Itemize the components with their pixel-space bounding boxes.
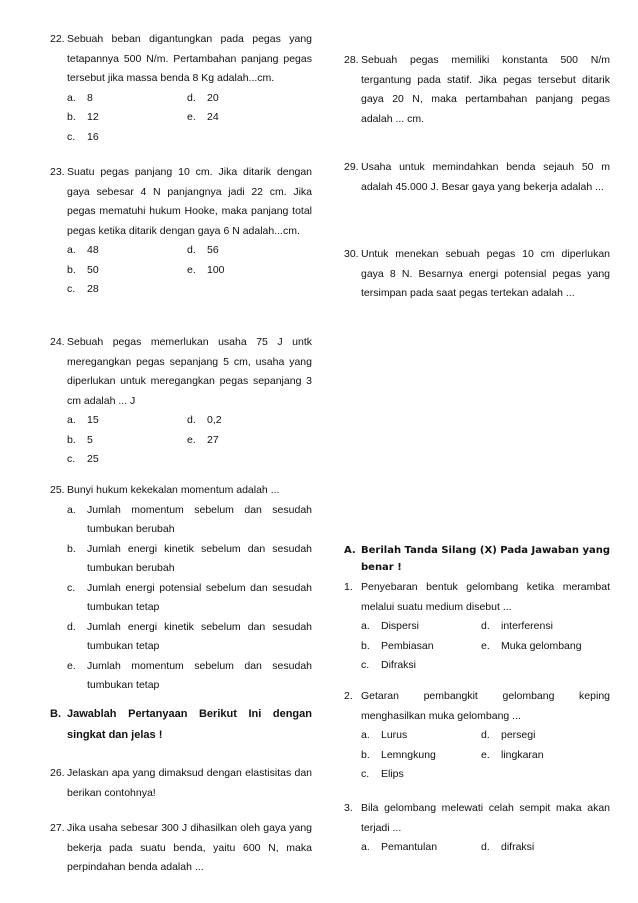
option-list [67, 501, 312, 696]
option-text: 8 [87, 91, 93, 104]
option-text: 0,2 [207, 414, 222, 426]
option-text: Pemantulan [381, 841, 438, 853]
option-text: 48 [87, 244, 99, 256]
question-text: Sebuah beban digantungkan pada pegas yang tetapannya 500 N/m. Pertambahan panjang pegas tersebut jika massa benda 8 Kg adalah...cm. [67, 33, 312, 84]
option-letter: b. [67, 111, 76, 123]
section-title: Jawablah Pertanyaan Berikut Ini dengan singkat dan jelas ! [67, 708, 312, 741]
option-a [67, 501, 312, 540]
option-letter: b. [67, 263, 76, 276]
option-grid [361, 726, 610, 785]
option-grid [67, 411, 312, 470]
option-d [187, 241, 312, 261]
option-text: Pembiasan [381, 639, 434, 652]
question-stem [50, 819, 312, 878]
option-d [187, 89, 312, 109]
option-letter: a. [361, 841, 370, 853]
option-c [361, 656, 481, 676]
question-text: Sebuah pegas memerlukan usaha 75 J untk meregangkan pegas sepanjang 5 cm, usaha yang diperlukan untuk meregangkan pegas sepanjang 3 cm adalah ... J [67, 336, 312, 407]
option-a [67, 241, 187, 261]
option-text: Difraksi [381, 659, 417, 671]
option-text: 15 [87, 414, 99, 426]
option-b [361, 637, 481, 657]
option-letter: e. [187, 433, 196, 446]
question-stem [344, 158, 610, 197]
option-letter: b. [361, 748, 370, 761]
question-text: Getaran pembangkit gelombang keping menghasilkan muka gelombang ... [361, 690, 610, 722]
question-number: 1. [344, 581, 353, 593]
option-letter: a. [67, 91, 76, 104]
question-text: Penyebaran bentuk gelombang ketika merambat melalui suatu medium disebut ... [361, 581, 610, 613]
question-stem [344, 799, 610, 838]
option-text: Lurus [381, 729, 408, 741]
option-b [361, 746, 481, 766]
section-letter: A. [344, 545, 356, 556]
option-letter: e. [187, 263, 196, 276]
option-letter: c. [361, 659, 370, 671]
question-number: 3. [344, 802, 353, 814]
option-b [67, 540, 312, 579]
option-letter: b. [361, 639, 370, 652]
question-stem [344, 245, 610, 304]
option-grid [67, 89, 312, 148]
option-text: Dispersi [381, 620, 419, 632]
option-text: interferensi [501, 620, 553, 632]
option-text: Muka gelombang [501, 639, 582, 652]
question-stem [50, 163, 312, 241]
question-a3 [344, 799, 610, 858]
question-stem [50, 764, 312, 803]
option-text: 12 [87, 111, 99, 123]
option-grid [361, 617, 610, 676]
question-number: 30. [344, 248, 359, 260]
option-letter: e. [187, 111, 196, 123]
question-23 [50, 163, 312, 300]
question-text: Usaha untuk memindahkan benda sejauh 50 m adalah 45.000 J. Besar gaya yang bekerja adalah ... [361, 161, 610, 193]
option-text: 56 [207, 244, 219, 256]
option-letter: a. [67, 503, 76, 516]
option-letter: a. [67, 414, 76, 426]
option-text: 27 [207, 433, 219, 446]
question-24 [50, 333, 312, 470]
question-a2 [344, 687, 610, 785]
question-text: Jelaskan apa yang dimaksud dengan elastisitas dan berikan contohnya! [67, 767, 312, 799]
option-letter: b. [67, 433, 76, 446]
option-text: Jumlah momentum sebelum dan sesudah tumbukan tetap [87, 659, 312, 691]
section-letter: B. [50, 708, 61, 720]
option-e [187, 431, 312, 451]
option-b [67, 431, 187, 451]
option-text: difraksi [501, 841, 535, 853]
question-25 [50, 481, 312, 696]
option-text: 25 [87, 453, 99, 465]
option-text: persegi [501, 729, 536, 741]
option-b [67, 108, 187, 128]
question-text: Sebuah pegas memiliki konstanta 500 N/m tergantung pada statif. Jika pegas tersebut ditarik gaya 20 N, maka pertambahan panjang pegas adalah ... cm. [361, 54, 610, 125]
option-e [187, 108, 312, 128]
option-d [481, 838, 610, 858]
option-letter: e. [67, 659, 76, 672]
option-letter: d. [481, 620, 490, 632]
question-number: 25. [50, 484, 65, 496]
question-text: Jika usaha sebesar 300 J dihasilkan oleh gaya yang bekerja pada suatu benda, yaitu 600 N, maka perpindahan benda adalah ... [67, 822, 312, 873]
option-text: Jumlah energi kinetik sebelum dan sesudah tumbukan tetap [87, 620, 312, 652]
question-number: 26. [50, 767, 65, 779]
option-a [361, 838, 481, 858]
option-letter: a. [361, 620, 370, 632]
question-number: 27. [50, 822, 65, 834]
question-28 [344, 51, 610, 129]
section-a-heading [344, 542, 610, 576]
option-text: Jumlah momentum sebelum dan sesudah tumbukan berubah [87, 503, 312, 535]
option-letter: c. [361, 768, 370, 780]
question-a1 [344, 578, 610, 676]
option-letter: e. [481, 748, 490, 761]
question-number: 24. [50, 336, 65, 348]
question-text: Bila gelombang melewati celah sempit maka akan terjadi ... [361, 802, 610, 834]
question-stem [50, 30, 312, 89]
option-c [67, 579, 312, 618]
option-letter: c. [67, 130, 76, 143]
question-22 [50, 30, 312, 147]
question-number: 2. [344, 690, 353, 702]
question-number: 28. [344, 54, 359, 66]
option-text: Elips [381, 768, 404, 780]
option-b [67, 261, 187, 281]
option-letter: d. [67, 620, 76, 633]
question-number: 22. [50, 33, 65, 45]
option-text: 28 [87, 283, 99, 295]
question-text: Untuk menekan sebuah pegas 10 cm diperlukan gaya 8 N. Besarnya energi potensial pegas yang tersimpan pada saat pegas tertekan adalah ... [361, 248, 610, 299]
option-letter: b. [67, 542, 76, 555]
option-c [67, 128, 187, 148]
option-e [67, 657, 312, 696]
option-d [187, 411, 312, 431]
option-c [361, 765, 481, 785]
option-text: Lemngkung [381, 748, 436, 761]
option-text: 50 [87, 263, 99, 276]
option-letter: c. [67, 453, 76, 465]
option-letter: a. [361, 729, 370, 741]
option-text: 16 [87, 130, 99, 143]
option-grid [67, 241, 312, 300]
option-letter: d. [187, 244, 196, 256]
option-text: 5 [87, 433, 93, 446]
option-letter: d. [481, 729, 490, 741]
question-number: 29. [344, 161, 359, 173]
question-text: Suatu pegas panjang 10 cm. Jika ditarik dengan gaya sebesar 4 N panjangnya jadi 22 cm. Jika pegas mematuhi hukum Hooke, maka panjang total pegas ketika ditarik dengan gaya 6 N adalah...cm. [67, 166, 312, 237]
option-a [361, 617, 481, 637]
question-stem [50, 333, 312, 411]
question-26 [50, 764, 312, 803]
option-text: 24 [207, 111, 219, 123]
option-a [361, 726, 481, 746]
option-e [481, 637, 610, 657]
question-29 [344, 158, 610, 197]
option-a [67, 89, 187, 109]
option-letter: c. [67, 581, 76, 594]
question-number: 23. [50, 166, 65, 178]
option-letter: d. [187, 414, 196, 426]
option-text: lingkaran [501, 748, 544, 761]
question-30 [344, 245, 610, 304]
option-letter: d. [187, 91, 196, 104]
question-stem [344, 687, 610, 726]
option-text: Jumlah energi kinetik sebelum dan sesudah tumbukan berubah [87, 542, 312, 574]
section-title: Berilah Tanda Silang (X) Pada Jawaban yang benar ! [361, 545, 610, 573]
option-c [67, 280, 187, 300]
option-a [67, 411, 187, 431]
option-letter: d. [481, 841, 490, 853]
option-text: Jumlah energi potensial sebelum dan sesudah tumbukan tetap [87, 581, 312, 613]
option-c [67, 450, 187, 470]
question-stem [50, 481, 312, 501]
option-d [481, 726, 610, 746]
question-stem [344, 578, 610, 617]
option-d [67, 618, 312, 657]
section-b-heading [50, 704, 312, 746]
option-e [187, 261, 312, 281]
option-e [481, 746, 610, 766]
option-grid [361, 838, 610, 858]
option-d [481, 617, 610, 637]
option-letter: c. [67, 283, 76, 295]
question-stem [344, 51, 610, 129]
question-text: Bunyi hukum kekekalan momentum adalah ... [67, 484, 280, 496]
option-letter: a. [67, 244, 76, 256]
question-27 [50, 819, 312, 878]
option-text: 20 [207, 91, 219, 104]
option-letter: e. [481, 639, 490, 652]
option-text: 100 [207, 263, 225, 276]
